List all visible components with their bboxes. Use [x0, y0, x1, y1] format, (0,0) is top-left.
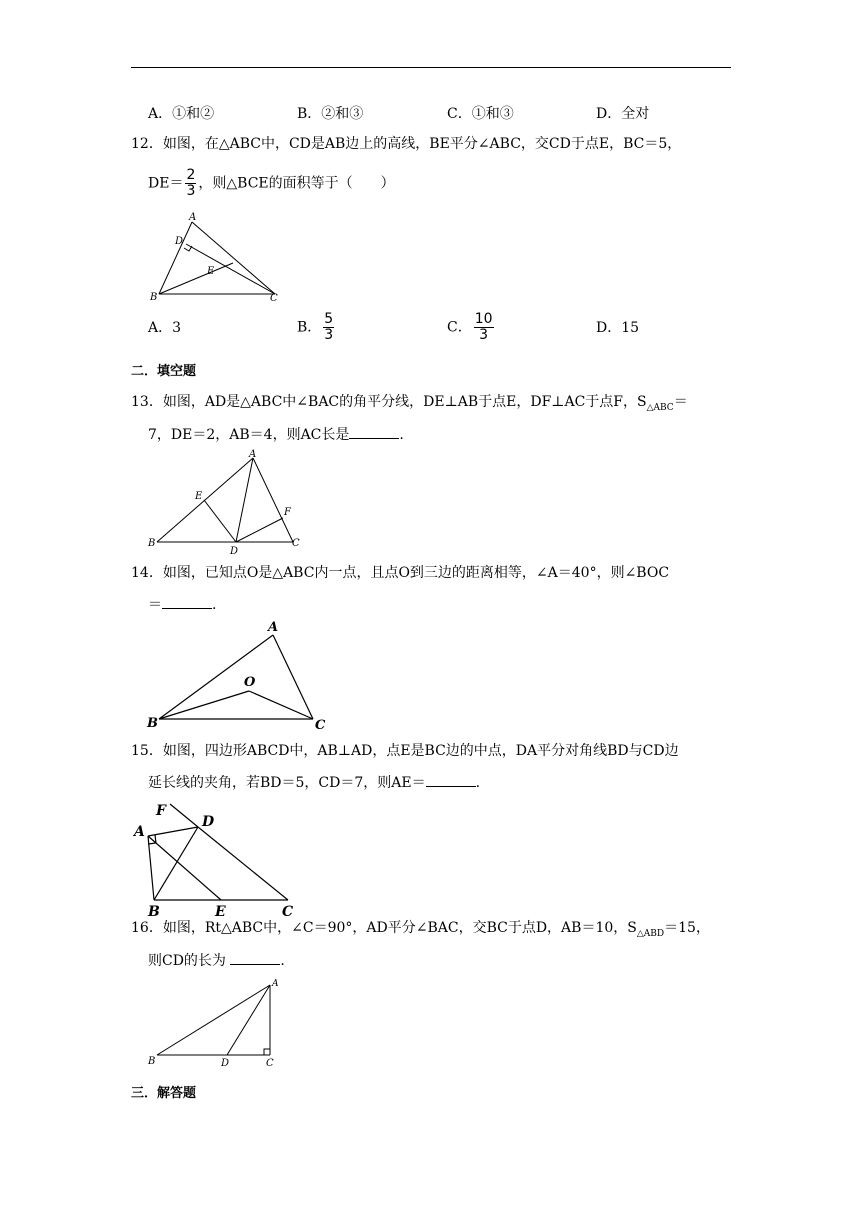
q12-label-a: A	[189, 212, 197, 223]
q15-stem-line2: 延长线的夹角，若BD＝5，CD＝7，则AE＝ .	[148, 772, 480, 793]
q15-label-a: A	[134, 824, 145, 840]
q14-segment-bo	[159, 691, 249, 719]
q14-stem-line1: 14．如图，已知点O是△ABC内一点，且点O到三边的距离相等，∠A＝40°，则∠BOC	[131, 565, 670, 581]
q12-stem-line1: 12．如图，在△ABC中，CD是AB边上的高线，BE平分∠ABC，交CD于点E，BC＝5，	[131, 136, 682, 152]
q13-side-ac	[253, 458, 293, 542]
q16-stem-line2: 则CD的长为 .	[148, 950, 285, 971]
q15-figure	[130, 800, 300, 918]
q14-answer-blank[interactable]	[162, 594, 212, 609]
q13-stem-line1: 13．如图，AD是△ABC中∠BAC的角平分线，DE⊥AB于点E，DF⊥AC于点F，$S_{\triangle ABC}=$	[131, 394, 688, 413]
q11-option-b: B．②和③	[297, 106, 364, 122]
q15-stem-line1: 15．如图，四边形ABCD中，AB⊥AD，点E是BC边的中点，DA平分对角线BD与CD边	[131, 743, 679, 759]
q14-label-c: C	[315, 718, 326, 733]
section-solution-heading: 三．解答题	[131, 1086, 197, 1101]
q14-stem-line2: ＝ .	[148, 594, 216, 615]
q13-stem-line2: 7，DE＝2，AB＝4，则AC长是 .	[148, 424, 404, 445]
q15-label-c: C	[282, 904, 294, 918]
q13-answer-blank[interactable]	[349, 424, 399, 439]
q13-perp-df	[236, 518, 283, 542]
q16-bisector-ad	[227, 985, 270, 1055]
q15-answer-blank[interactable]	[426, 772, 476, 787]
q13-figure	[145, 448, 310, 556]
q15-extension-df	[170, 804, 198, 827]
q14-label-a: A	[268, 620, 279, 635]
q12-option-b: B． $\frac{5}{3}$	[297, 311, 334, 343]
q13-label-c: C	[292, 538, 300, 549]
q15-diagonal-bd	[154, 827, 198, 900]
q15-side-ab	[148, 836, 154, 900]
q12-de-fraction: $\frac{2}{3}$	[186, 167, 196, 199]
q15-label-f: F	[156, 803, 166, 819]
q12-label-c: C	[270, 293, 278, 303]
q12-option-d: D．15	[596, 320, 640, 336]
q14-segment-oc	[249, 691, 313, 719]
q16-label-b: B	[148, 1056, 156, 1067]
q15-label-d: D	[202, 814, 215, 830]
q12-figure	[145, 208, 290, 303]
section-fill-in-heading: 二．填空题	[131, 364, 197, 379]
q12-label-b: B	[150, 292, 158, 303]
q14-label-b: B	[147, 716, 158, 731]
q12-stem-line2: DE＝ $\frac{2}{3}$ ，则△BCE的面积等于（ ）	[148, 167, 395, 199]
q12-altitude-cd	[186, 244, 275, 294]
q13-label-e: E	[195, 491, 203, 502]
q13-label-f: F	[284, 507, 291, 518]
q13-label-a: A	[249, 449, 257, 460]
q16-figure	[145, 975, 285, 1070]
q13-label-b: B	[148, 538, 156, 549]
q11-option-c: C．①和③	[447, 106, 514, 122]
q11-option-d: D．全对	[596, 106, 650, 122]
q12-option-a: A．3	[148, 320, 182, 336]
q13-label-d: D	[230, 546, 239, 556]
q12-option-c: C． $\frac{10}{3}$	[447, 311, 493, 343]
q16-stem-line1: 16．如图，Rt△ABC中，∠C＝90°，AD平分∠BAC，交BC于点D，AB＝10，$S_{\triangle ABD}=15$，	[131, 920, 710, 939]
q16-right-angle-mark	[264, 1049, 270, 1055]
q16-label-c: C	[266, 1058, 274, 1069]
q14-figure	[145, 615, 335, 735]
q12-side-ab	[159, 222, 192, 294]
q16-answer-blank[interactable]	[230, 950, 280, 965]
header-rule	[131, 67, 731, 68]
q15-side-cd	[198, 827, 288, 900]
q12-label-e: E	[207, 266, 215, 277]
q16-label-a: A	[272, 979, 279, 989]
q14-side-ab	[159, 635, 273, 719]
q15-label-e: E	[215, 904, 226, 918]
q12-label-d: D	[175, 236, 184, 247]
q12-side-ac	[192, 222, 275, 294]
q15-segment-ae	[148, 836, 221, 900]
q14-label-o: O	[244, 675, 256, 690]
q14-side-ac	[273, 635, 313, 719]
q16-side-ab	[157, 985, 270, 1055]
q16-label-d: D	[221, 1058, 230, 1069]
q15-label-b: B	[148, 904, 160, 918]
q12-bisector-be	[159, 263, 233, 294]
q13-perp-de	[204, 500, 236, 542]
q15-side-ad	[148, 827, 198, 836]
q11-option-a: A．①和②	[148, 106, 215, 122]
